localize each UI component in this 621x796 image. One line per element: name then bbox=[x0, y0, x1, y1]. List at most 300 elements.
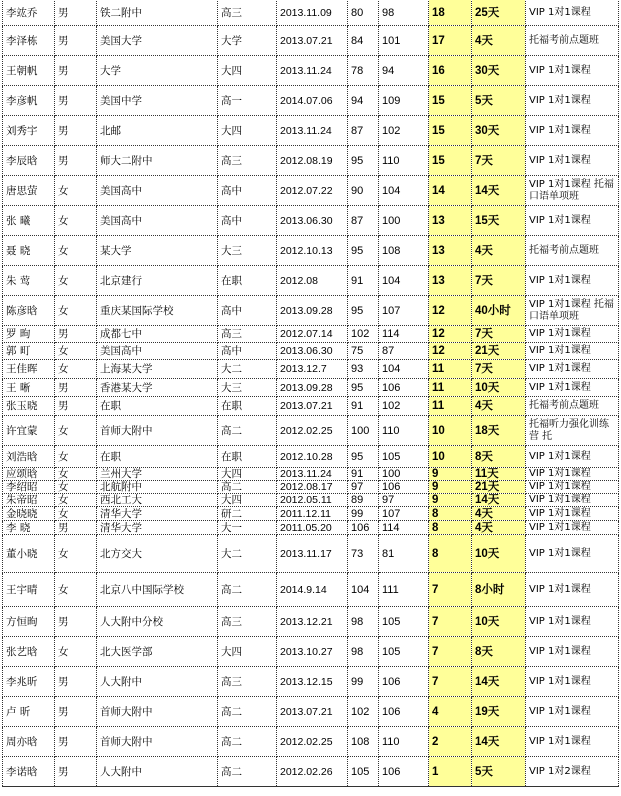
pre-score-cell: 84 bbox=[348, 26, 379, 56]
pre-score-cell: 95 bbox=[348, 146, 379, 176]
exam-date-cell: 2012.10.13 bbox=[277, 236, 348, 266]
score-gain-cell: 17 bbox=[429, 26, 472, 56]
school-cell: 上海某大学 bbox=[97, 360, 218, 379]
post-score-cell: 97 bbox=[379, 494, 429, 507]
course-cell: VIP 1对1课程 bbox=[526, 521, 619, 535]
grade-cell: 大二 bbox=[218, 535, 277, 573]
pre-score-cell: 73 bbox=[348, 535, 379, 573]
pre-score-cell: 100 bbox=[348, 416, 379, 446]
course-cell: VIP 1对1课程 bbox=[526, 86, 619, 116]
grade-cell: 大四 bbox=[218, 494, 277, 507]
grade-cell: 大三 bbox=[218, 236, 277, 266]
pre-score-cell: 75 bbox=[348, 343, 379, 360]
gender-cell: 女 bbox=[55, 573, 97, 607]
grade-cell: 大四 bbox=[218, 56, 277, 86]
score-gain-cell: 2 bbox=[429, 727, 472, 757]
exam-date-cell: 2013.11.24 bbox=[277, 56, 348, 86]
score-gain-cell: 1 bbox=[429, 757, 472, 787]
score-gain-cell: 12 bbox=[429, 343, 472, 360]
exam-date-cell: 2013.09.28 bbox=[277, 296, 348, 326]
score-gain-cell: 8 bbox=[429, 507, 472, 521]
study-duration-cell: 14天 bbox=[472, 727, 526, 757]
course-cell: VIP 1对1课程 bbox=[526, 494, 619, 507]
score-gain-cell: 15 bbox=[429, 86, 472, 116]
student-name-cell: 周亦晗 bbox=[3, 727, 55, 757]
table-row bbox=[3, 379, 619, 397]
grade-cell: 高三 bbox=[218, 146, 277, 176]
gender-cell: 男 bbox=[55, 757, 97, 787]
gender-cell: 女 bbox=[55, 343, 97, 360]
score-gain-cell: 10 bbox=[429, 416, 472, 446]
school-cell: 成都七中 bbox=[97, 326, 218, 343]
post-score-cell: 102 bbox=[379, 397, 429, 416]
pre-score-cell: 95 bbox=[348, 379, 379, 397]
grade-cell: 大四 bbox=[218, 637, 277, 667]
school-cell: 美国高中 bbox=[97, 176, 218, 206]
exam-date-cell: 2012.07.22 bbox=[277, 176, 348, 206]
post-score-cell: 105 bbox=[379, 607, 429, 637]
score-gain-cell: 8 bbox=[429, 521, 472, 535]
exam-date-cell: 2011.05.20 bbox=[277, 521, 348, 535]
post-score-cell: 109 bbox=[379, 86, 429, 116]
table-row bbox=[3, 397, 619, 416]
score-gain-cell: 9 bbox=[429, 481, 472, 494]
study-duration-cell: 8天 bbox=[472, 637, 526, 667]
pre-score-cell: 78 bbox=[348, 56, 379, 86]
student-name-cell: 李 晓 bbox=[3, 521, 55, 535]
pre-score-cell: 108 bbox=[348, 727, 379, 757]
course-cell: VIP 1对1课程 bbox=[526, 343, 619, 360]
study-duration-cell: 5天 bbox=[472, 86, 526, 116]
student-name-cell: 李绍昭 bbox=[3, 481, 55, 494]
pre-score-cell: 104 bbox=[348, 573, 379, 607]
study-duration-cell: 30天 bbox=[472, 56, 526, 86]
gender-cell: 男 bbox=[55, 116, 97, 146]
exam-date-cell: 2012.02.25 bbox=[277, 416, 348, 446]
study-duration-cell: 7天 bbox=[472, 146, 526, 176]
grade-cell: 高三 bbox=[218, 607, 277, 637]
gender-cell: 男 bbox=[55, 86, 97, 116]
study-duration-cell: 10天 bbox=[472, 379, 526, 397]
post-score-cell: 110 bbox=[379, 727, 429, 757]
table-row bbox=[3, 416, 619, 446]
student-name-cell: 应颂晗 bbox=[3, 468, 55, 481]
school-cell: 清华大学 bbox=[97, 507, 218, 521]
post-score-cell: 94 bbox=[379, 56, 429, 86]
table-row bbox=[3, 206, 619, 236]
pre-score-cell: 97 bbox=[348, 481, 379, 494]
exam-date-cell: 2012.02.26 bbox=[277, 757, 348, 787]
student-name-cell: 王宇晴 bbox=[3, 573, 55, 607]
gender-cell: 女 bbox=[55, 360, 97, 379]
school-cell: 清华大学 bbox=[97, 521, 218, 535]
grade-cell: 大四 bbox=[218, 468, 277, 481]
course-cell: VIP 1对1课程 bbox=[526, 727, 619, 757]
table-row bbox=[3, 343, 619, 360]
grade-cell: 高三 bbox=[218, 0, 277, 26]
gender-cell: 女 bbox=[55, 468, 97, 481]
table-row bbox=[3, 481, 619, 494]
study-duration-cell: 25天 bbox=[472, 0, 526, 26]
pre-score-cell: 95 bbox=[348, 446, 379, 468]
grade-cell: 大四 bbox=[218, 116, 277, 146]
course-cell: VIP 1对1课程 bbox=[526, 379, 619, 397]
school-cell: 美国大学 bbox=[97, 26, 218, 56]
gender-cell: 男 bbox=[55, 521, 97, 535]
table-row bbox=[3, 116, 619, 146]
grade-cell: 高二 bbox=[218, 757, 277, 787]
score-gain-cell: 14 bbox=[429, 176, 472, 206]
school-cell: 人大附中 bbox=[97, 667, 218, 697]
school-cell: 在职 bbox=[97, 446, 218, 468]
student-name-cell: 王 晰 bbox=[3, 379, 55, 397]
gender-cell: 男 bbox=[55, 0, 97, 26]
school-cell: 人大附中 bbox=[97, 757, 218, 787]
post-score-cell: 105 bbox=[379, 446, 429, 468]
school-cell: 北大医学部 bbox=[97, 637, 218, 667]
grade-cell: 高一 bbox=[218, 86, 277, 116]
score-gain-cell: 13 bbox=[429, 266, 472, 296]
table-row bbox=[3, 176, 619, 206]
table-row bbox=[3, 468, 619, 481]
exam-date-cell: 2011.12.11 bbox=[277, 507, 348, 521]
study-duration-cell: 14天 bbox=[472, 667, 526, 697]
school-cell: 西北工大 bbox=[97, 494, 218, 507]
course-cell: VIP 1对1课程 bbox=[526, 146, 619, 176]
student-name-cell: 张艺晗 bbox=[3, 637, 55, 667]
score-gain-cell: 10 bbox=[429, 446, 472, 468]
grade-cell: 在职 bbox=[218, 266, 277, 296]
grade-cell: 大一 bbox=[218, 521, 277, 535]
grade-cell: 大学 bbox=[218, 26, 277, 56]
school-cell: 首师大附中 bbox=[97, 416, 218, 446]
pre-score-cell: 80 bbox=[348, 0, 379, 26]
gender-cell: 女 bbox=[55, 637, 97, 667]
post-score-cell: 105 bbox=[379, 637, 429, 667]
gender-cell: 女 bbox=[55, 236, 97, 266]
study-duration-cell: 10天 bbox=[472, 535, 526, 573]
pre-score-cell: 98 bbox=[348, 637, 379, 667]
student-name-cell: 刘秀宇 bbox=[3, 116, 55, 146]
exam-date-cell: 2013.07.21 bbox=[277, 697, 348, 727]
table-row bbox=[3, 535, 619, 573]
course-cell: VIP 1对1课程 bbox=[526, 56, 619, 86]
course-cell: VIP 1对1课程 bbox=[526, 573, 619, 607]
student-name-cell: 刘浩晗 bbox=[3, 446, 55, 468]
exam-date-cell: 2012.05.11 bbox=[277, 494, 348, 507]
score-gain-cell: 11 bbox=[429, 360, 472, 379]
student-name-cell: 朱 莺 bbox=[3, 266, 55, 296]
results-table bbox=[2, 0, 619, 787]
study-duration-cell: 19天 bbox=[472, 697, 526, 727]
score-gain-cell: 9 bbox=[429, 468, 472, 481]
table-row bbox=[3, 0, 619, 26]
student-name-cell: 李诺晗 bbox=[3, 757, 55, 787]
score-gain-cell: 11 bbox=[429, 397, 472, 416]
exam-date-cell: 2013.11.09 bbox=[277, 0, 348, 26]
post-score-cell: 106 bbox=[379, 757, 429, 787]
post-score-cell: 110 bbox=[379, 146, 429, 176]
score-gain-cell: 8 bbox=[429, 535, 472, 573]
course-cell: 托福听力强化训练营 托 bbox=[526, 416, 619, 446]
grade-cell: 大三 bbox=[218, 379, 277, 397]
study-duration-cell: 4天 bbox=[472, 26, 526, 56]
gender-cell: 男 bbox=[55, 397, 97, 416]
grade-cell: 高二 bbox=[218, 573, 277, 607]
gender-cell: 女 bbox=[55, 296, 97, 326]
table-row bbox=[3, 521, 619, 535]
grade-cell: 大二 bbox=[218, 360, 277, 379]
school-cell: 首师大附中 bbox=[97, 697, 218, 727]
student-name-cell: 卢 昕 bbox=[3, 697, 55, 727]
exam-date-cell: 2012.07.14 bbox=[277, 326, 348, 343]
pre-score-cell: 95 bbox=[348, 296, 379, 326]
study-duration-cell: 4天 bbox=[472, 521, 526, 535]
study-duration-cell: 18天 bbox=[472, 416, 526, 446]
gender-cell: 男 bbox=[55, 667, 97, 697]
score-gain-cell: 15 bbox=[429, 146, 472, 176]
course-cell: VIP 1对1课程 bbox=[526, 697, 619, 727]
pre-score-cell: 99 bbox=[348, 507, 379, 521]
pre-score-cell: 91 bbox=[348, 397, 379, 416]
student-name-cell: 罗 昫 bbox=[3, 326, 55, 343]
post-score-cell: 81 bbox=[379, 535, 429, 573]
gender-cell: 女 bbox=[55, 446, 97, 468]
grade-cell: 高二 bbox=[218, 697, 277, 727]
study-duration-cell: 14天 bbox=[472, 494, 526, 507]
school-cell: 北邮 bbox=[97, 116, 218, 146]
grade-cell: 高二 bbox=[218, 727, 277, 757]
course-cell: VIP 1对1课程 bbox=[526, 667, 619, 697]
gender-cell: 男 bbox=[55, 56, 97, 86]
exam-date-cell: 2013.10.27 bbox=[277, 637, 348, 667]
grade-cell: 高中 bbox=[218, 296, 277, 326]
student-name-cell: 金晓晓 bbox=[3, 507, 55, 521]
table-row bbox=[3, 507, 619, 521]
gender-cell: 男 bbox=[55, 727, 97, 757]
post-score-cell: 87 bbox=[379, 343, 429, 360]
gender-cell: 男 bbox=[55, 607, 97, 637]
school-cell: 某大学 bbox=[97, 236, 218, 266]
gender-cell: 女 bbox=[55, 494, 97, 507]
student-name-cell: 陈彦晗 bbox=[3, 296, 55, 326]
exam-date-cell: 2013.12.21 bbox=[277, 607, 348, 637]
course-cell: VIP 1对1课程 bbox=[526, 468, 619, 481]
student-name-cell: 王佳晖 bbox=[3, 360, 55, 379]
table-row bbox=[3, 757, 619, 787]
school-cell: 北京建行 bbox=[97, 266, 218, 296]
pre-score-cell: 95 bbox=[348, 236, 379, 266]
post-score-cell: 107 bbox=[379, 507, 429, 521]
course-cell: 托福考前点题班 bbox=[526, 26, 619, 56]
study-duration-cell: 7天 bbox=[472, 360, 526, 379]
post-score-cell: 106 bbox=[379, 697, 429, 727]
table-row bbox=[3, 446, 619, 468]
exam-date-cell: 2013.07.21 bbox=[277, 26, 348, 56]
course-cell: 托福考前点题班 bbox=[526, 397, 619, 416]
student-name-cell: 李兆昕 bbox=[3, 667, 55, 697]
score-gain-cell: 7 bbox=[429, 573, 472, 607]
exam-date-cell: 2013.12.15 bbox=[277, 667, 348, 697]
pre-score-cell: 91 bbox=[348, 266, 379, 296]
post-score-cell: 100 bbox=[379, 206, 429, 236]
school-cell: 美国高中 bbox=[97, 206, 218, 236]
table-body bbox=[3, 0, 619, 787]
pre-score-cell: 93 bbox=[348, 360, 379, 379]
school-cell: 在职 bbox=[97, 397, 218, 416]
exam-date-cell: 2013.06.30 bbox=[277, 206, 348, 236]
school-cell: 香港某大学 bbox=[97, 379, 218, 397]
course-cell: VIP 1对1课程 bbox=[526, 446, 619, 468]
exam-date-cell: 2013.07.21 bbox=[277, 397, 348, 416]
table-row bbox=[3, 146, 619, 176]
gender-cell: 男 bbox=[55, 146, 97, 176]
score-gain-cell: 7 bbox=[429, 667, 472, 697]
school-cell: 师大二附中 bbox=[97, 146, 218, 176]
table-row bbox=[3, 296, 619, 326]
table-row bbox=[3, 494, 619, 507]
post-score-cell: 104 bbox=[379, 176, 429, 206]
study-duration-cell: 4天 bbox=[472, 507, 526, 521]
score-gain-cell: 15 bbox=[429, 116, 472, 146]
post-score-cell: 104 bbox=[379, 266, 429, 296]
course-cell: VIP 1对1课程 bbox=[526, 507, 619, 521]
study-duration-cell: 7天 bbox=[472, 266, 526, 296]
school-cell: 北京八中国际学校 bbox=[97, 573, 218, 607]
course-cell: VIP 1对2课程 bbox=[526, 757, 619, 787]
post-score-cell: 107 bbox=[379, 296, 429, 326]
score-gain-cell: 16 bbox=[429, 56, 472, 86]
study-duration-cell: 21天 bbox=[472, 343, 526, 360]
school-cell: 美国高中 bbox=[97, 343, 218, 360]
student-name-cell: 董小晓 bbox=[3, 535, 55, 573]
student-name-cell: 张 曦 bbox=[3, 206, 55, 236]
post-score-cell: 98 bbox=[379, 0, 429, 26]
score-gain-cell: 12 bbox=[429, 326, 472, 343]
exam-date-cell: 2014.9.14 bbox=[277, 573, 348, 607]
student-name-cell: 张玉晓 bbox=[3, 397, 55, 416]
grade-cell: 高中 bbox=[218, 206, 277, 236]
pre-score-cell: 87 bbox=[348, 116, 379, 146]
score-gain-cell: 11 bbox=[429, 379, 472, 397]
score-gain-cell: 13 bbox=[429, 206, 472, 236]
post-score-cell: 111 bbox=[379, 573, 429, 607]
course-cell: VIP 1对1课程 bbox=[526, 0, 619, 26]
post-score-cell: 104 bbox=[379, 360, 429, 379]
gender-cell: 女 bbox=[55, 481, 97, 494]
gender-cell: 女 bbox=[55, 535, 97, 573]
student-name-cell: 王朝帆 bbox=[3, 56, 55, 86]
study-duration-cell: 4天 bbox=[472, 236, 526, 266]
score-gain-cell: 18 bbox=[429, 0, 472, 26]
post-score-cell: 106 bbox=[379, 379, 429, 397]
student-name-cell: 李泽栋 bbox=[3, 26, 55, 56]
table-row bbox=[3, 637, 619, 667]
table-row bbox=[3, 607, 619, 637]
exam-date-cell: 2012.08.19 bbox=[277, 146, 348, 176]
pre-score-cell: 91 bbox=[348, 468, 379, 481]
course-cell: VIP 1对1课程 托福口语单项班 bbox=[526, 296, 619, 326]
grade-cell: 在职 bbox=[218, 446, 277, 468]
post-score-cell: 106 bbox=[379, 667, 429, 697]
table-row bbox=[3, 266, 619, 296]
student-name-cell: 许宜蒙 bbox=[3, 416, 55, 446]
gender-cell: 女 bbox=[55, 416, 97, 446]
table-row bbox=[3, 236, 619, 266]
post-score-cell: 101 bbox=[379, 26, 429, 56]
pre-score-cell: 94 bbox=[348, 86, 379, 116]
course-cell: VIP 1对1课程 bbox=[526, 326, 619, 343]
school-cell: 铁二附中 bbox=[97, 0, 218, 26]
post-score-cell: 114 bbox=[379, 326, 429, 343]
student-name-cell: 唐思萤 bbox=[3, 176, 55, 206]
exam-date-cell: 2013.11.17 bbox=[277, 535, 348, 573]
student-name-cell: 李彦帆 bbox=[3, 86, 55, 116]
table-row bbox=[3, 573, 619, 607]
exam-date-cell: 2013.06.30 bbox=[277, 343, 348, 360]
pre-score-cell: 87 bbox=[348, 206, 379, 236]
school-cell: 美国中学 bbox=[97, 86, 218, 116]
pre-score-cell: 90 bbox=[348, 176, 379, 206]
study-duration-cell: 11天 bbox=[472, 468, 526, 481]
study-duration-cell: 5天 bbox=[472, 757, 526, 787]
course-cell: VIP 1对1课程 bbox=[526, 637, 619, 667]
table-row bbox=[3, 667, 619, 697]
pre-score-cell: 102 bbox=[348, 326, 379, 343]
study-duration-cell: 15天 bbox=[472, 206, 526, 236]
student-name-cell: 郭 町 bbox=[3, 343, 55, 360]
study-duration-cell: 14天 bbox=[472, 176, 526, 206]
grade-cell: 研二 bbox=[218, 507, 277, 521]
post-score-cell: 114 bbox=[379, 521, 429, 535]
study-duration-cell: 8小时 bbox=[472, 573, 526, 607]
pre-score-cell: 105 bbox=[348, 757, 379, 787]
course-cell: VIP 1对1课程 bbox=[526, 266, 619, 296]
course-cell: VIP 1对1课程 托福口语单项班 bbox=[526, 176, 619, 206]
school-cell: 人大附中分校 bbox=[97, 607, 218, 637]
exam-date-cell: 2013.11.24 bbox=[277, 116, 348, 146]
gender-cell: 女 bbox=[55, 176, 97, 206]
exam-date-cell: 2013.11.24 bbox=[277, 468, 348, 481]
course-cell: VIP 1对1课程 bbox=[526, 360, 619, 379]
gender-cell: 男 bbox=[55, 697, 97, 727]
gender-cell: 女 bbox=[55, 266, 97, 296]
table-row bbox=[3, 56, 619, 86]
course-cell: VIP 1对1课程 bbox=[526, 607, 619, 637]
gender-cell: 女 bbox=[55, 206, 97, 236]
study-duration-cell: 30天 bbox=[472, 116, 526, 146]
grade-cell: 高二 bbox=[218, 416, 277, 446]
study-duration-cell: 4天 bbox=[472, 397, 526, 416]
grade-cell: 高二 bbox=[218, 481, 277, 494]
pre-score-cell: 89 bbox=[348, 494, 379, 507]
student-name-cell: 方恒昫 bbox=[3, 607, 55, 637]
gender-cell: 女 bbox=[55, 507, 97, 521]
grade-cell: 在职 bbox=[218, 397, 277, 416]
exam-date-cell: 2012.08 bbox=[277, 266, 348, 296]
student-name-cell: 李辰晗 bbox=[3, 146, 55, 176]
gender-cell: 男 bbox=[55, 326, 97, 343]
study-duration-cell: 7天 bbox=[472, 326, 526, 343]
exam-date-cell: 2012.08.17 bbox=[277, 481, 348, 494]
school-cell: 大学 bbox=[97, 56, 218, 86]
post-score-cell: 100 bbox=[379, 468, 429, 481]
study-duration-cell: 40小时 bbox=[472, 296, 526, 326]
score-gain-cell: 7 bbox=[429, 607, 472, 637]
exam-date-cell: 2012.02.25 bbox=[277, 727, 348, 757]
score-gain-cell: 7 bbox=[429, 637, 472, 667]
school-cell: 首师大附中 bbox=[97, 727, 218, 757]
